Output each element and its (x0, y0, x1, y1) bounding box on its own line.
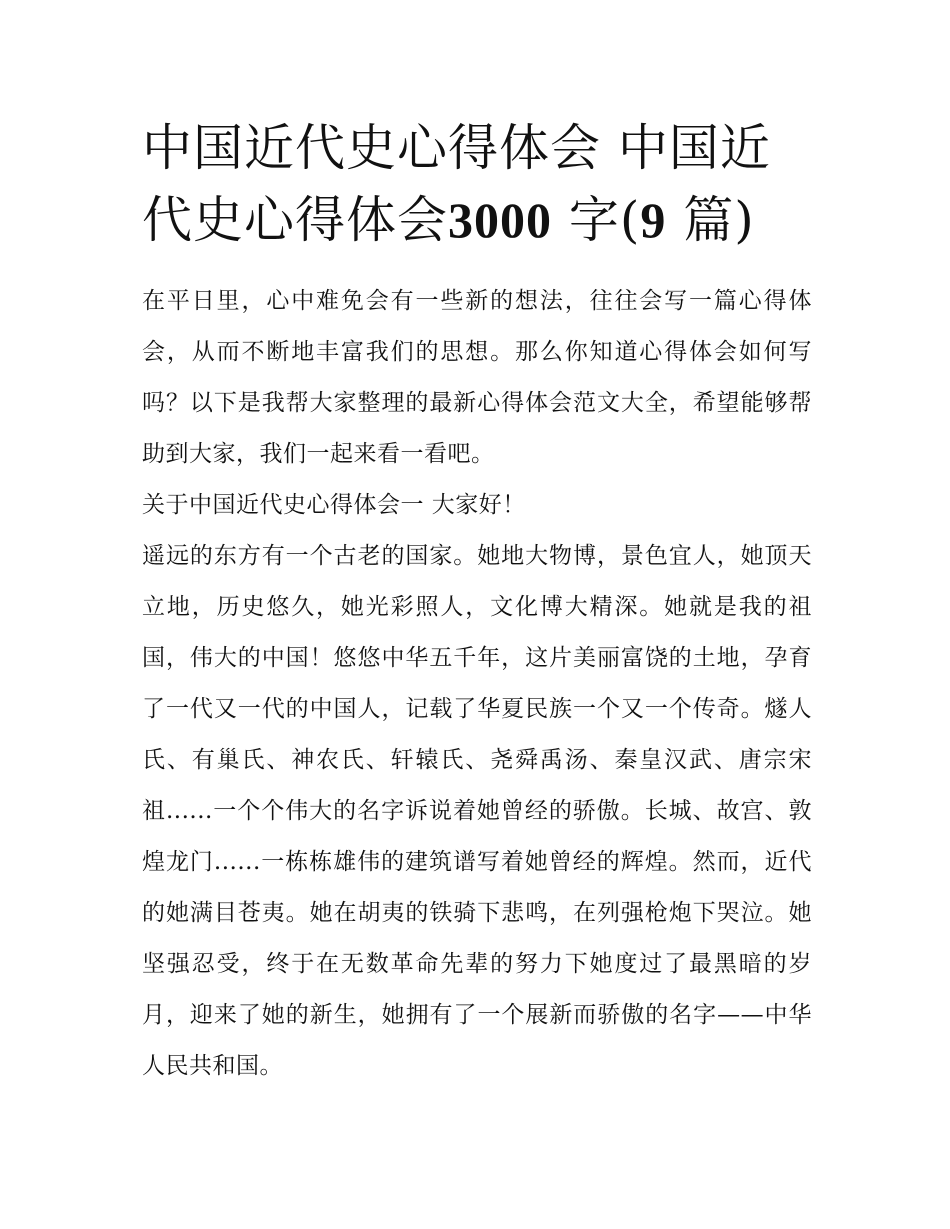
body-paragraph: 遥远的东方有一个古老的国家。她地大物博，景色宜人，她顶天立地，历史悠久，她光彩照人，文化博大精深。她就是我的祖国，伟大的中国！悠悠中华五千年，这片美丽富饶的土地，孕育了一代又一代的中国人，记载了华夏民族一个又一个传奇。燧人氏、有巢氏、神农氏、轩辕氏、尧舜禹汤、秦皇汉武、唐宗宋祖......一个个伟大的名字诉说着她曾经的骄傲。长城、故宫、敦煌龙门......一栋栋雄伟的建筑谱写着她曾经的辉煌。然而，近代的她满目苍夷。她在胡夷的铁骑下悲鸣，在列强枪炮下哭泣。她坚强忍受，终于在无数革命先辈的努力下她度过了最黑暗的岁月，迎来了她的新生，她拥有了一个展新而骄傲的名字——中华人民共和国。 (142, 543, 812, 1079)
title-end: 篇) (666, 191, 755, 249)
title-suffix: 字( (552, 191, 641, 249)
title-text: 中国近代史心得体会 中国近代史心得体会 (142, 119, 771, 249)
title-count: 9 (640, 192, 667, 248)
document-page (142, 112, 812, 1092)
section-heading: 关于中国近代史心得体会一 大家好！ (142, 492, 526, 518)
intro-paragraph: 在平日里，心中难免会有一些新的想法，往往会写一篇心得体会，从而不断地丰富我们的思想。那么你知道心得体会如何写吗？以下是我帮大家整理的最新心得体会范文大全，希望能够帮助到大家，我们一起来看一看吧。 (142, 288, 812, 467)
title-number: 3000 (448, 192, 552, 248)
document-title (142, 112, 812, 256)
